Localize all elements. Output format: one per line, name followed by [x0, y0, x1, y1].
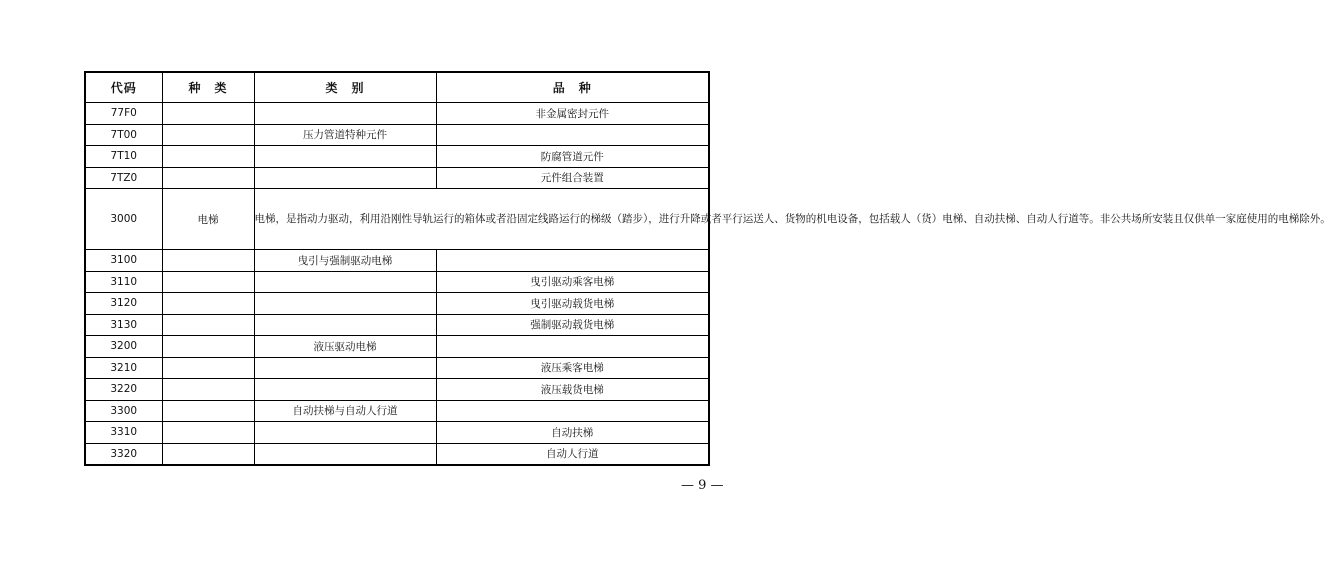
cell-code: 7T10 — [85, 146, 162, 168]
cell-category: 自动扶梯与自动人行道 — [254, 400, 436, 422]
cell-variety: 强制驱动载货电梯 — [436, 314, 709, 336]
table-row — [85, 167, 709, 189]
cell-variety: 曳引驱动乘客电梯 — [436, 271, 709, 293]
cell-code: 3210 — [85, 357, 162, 379]
cell-kind — [162, 422, 254, 444]
table-row — [85, 422, 709, 444]
cell-kind — [162, 146, 254, 168]
table-row — [85, 293, 709, 315]
cell-variety — [436, 250, 709, 272]
cell-code: 3220 — [85, 379, 162, 401]
cell-variety — [436, 124, 709, 146]
cell-kind — [162, 443, 254, 465]
cell-code: 3200 — [85, 336, 162, 358]
header-category: 类 别 — [254, 72, 436, 103]
cell-code: 3130 — [85, 314, 162, 336]
table-row — [85, 400, 709, 422]
header-variety: 品 种 — [436, 72, 709, 103]
cell-category — [254, 271, 436, 293]
table-row — [85, 250, 709, 272]
cell-kind — [162, 271, 254, 293]
cell-category — [254, 443, 436, 465]
cell-category — [254, 167, 436, 189]
cell-category — [254, 293, 436, 315]
cell-kind — [162, 250, 254, 272]
table-row — [85, 146, 709, 168]
cell-code: 7TZ0 — [85, 167, 162, 189]
table-row — [85, 124, 709, 146]
cell-variety: 防腐管道元件 — [436, 146, 709, 168]
table-row — [85, 379, 709, 401]
cell-variety — [436, 336, 709, 358]
header-kind: 种 类 — [162, 72, 254, 103]
cell-code: 3110 — [85, 271, 162, 293]
cell-description: 电梯，是指动力驱动，利用沿刚性导轨运行的箱体或者沿固定线路运行的梯级（踏步），进行升降或者平行运送人、货物的机电设备，包括载人（货）电梯、自动扶梯、自动人行道等。非公共场所安装且仅供单一家庭使用的电梯除外。 — [254, 189, 709, 250]
cell-variety: 自动人行道 — [436, 443, 709, 465]
cell-category — [254, 146, 436, 168]
cell-kind — [162, 103, 254, 125]
page-number: — 9 — — [681, 478, 724, 493]
cell-kind — [162, 314, 254, 336]
cell-code: 3310 — [85, 422, 162, 444]
cell-variety: 元件组合装置 — [436, 167, 709, 189]
table-row — [85, 314, 709, 336]
cell-code: 3120 — [85, 293, 162, 315]
cell-variety: 非金属密封元件 — [436, 103, 709, 125]
cell-kind — [162, 293, 254, 315]
cell-category: 液压驱动电梯 — [254, 336, 436, 358]
table-row — [85, 103, 709, 125]
cell-category — [254, 422, 436, 444]
table-row-elevator-definition — [85, 189, 709, 250]
cell-variety: 自动扶梯 — [436, 422, 709, 444]
table-row — [85, 336, 709, 358]
table-row — [85, 443, 709, 465]
table-header-row — [85, 72, 709, 103]
cell-code: 3320 — [85, 443, 162, 465]
cell-variety — [436, 400, 709, 422]
cell-code: 7T00 — [85, 124, 162, 146]
table-row — [85, 271, 709, 293]
cell-kind — [162, 357, 254, 379]
header-code: 代码 — [85, 72, 162, 103]
cell-kind — [162, 167, 254, 189]
cell-kind — [162, 336, 254, 358]
cell-category — [254, 103, 436, 125]
cell-variety: 液压载货电梯 — [436, 379, 709, 401]
cell-kind — [162, 400, 254, 422]
catalog-table — [84, 71, 1331, 466]
cell-variety: 曳引驱动载货电梯 — [436, 293, 709, 315]
cell-category — [254, 379, 436, 401]
cell-category — [254, 314, 436, 336]
cell-category: 曳引与强制驱动电梯 — [254, 250, 436, 272]
cell-code: 3300 — [85, 400, 162, 422]
cell-category — [254, 357, 436, 379]
cell-kind — [162, 124, 254, 146]
cell-code: 3000 — [85, 189, 162, 250]
cell-code: 3100 — [85, 250, 162, 272]
cell-kind: 电梯 — [162, 189, 254, 250]
table-row — [85, 357, 709, 379]
cell-kind — [162, 379, 254, 401]
cell-variety: 液压乘客电梯 — [436, 357, 709, 379]
cell-category: 压力管道特种元件 — [254, 124, 436, 146]
cell-code: 77F0 — [85, 103, 162, 125]
